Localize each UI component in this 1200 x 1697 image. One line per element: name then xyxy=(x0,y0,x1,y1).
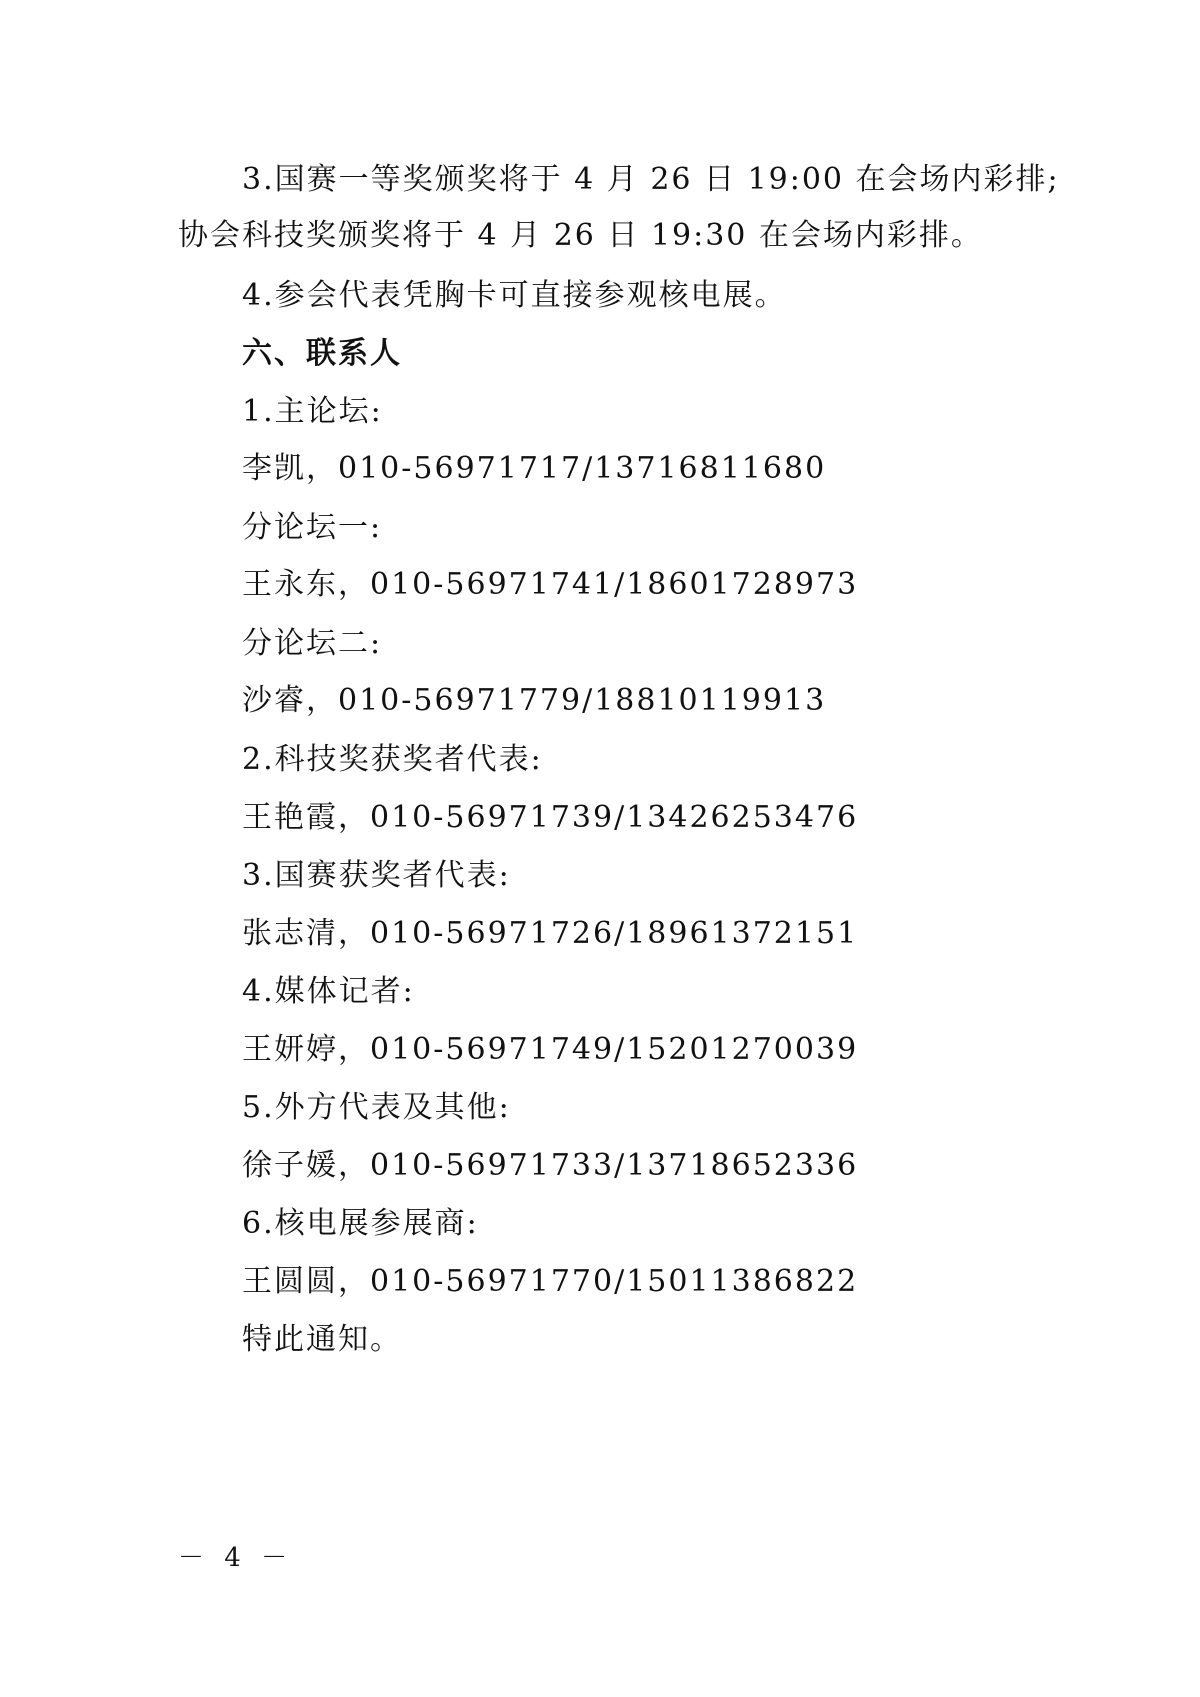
contact-detail: 徐子媛，010-56971733/13718652336 xyxy=(242,1148,859,1183)
contact-label: 分论坛一: xyxy=(242,510,383,545)
contact-detail: 王圆圆，010-56971770/15011386822 xyxy=(242,1264,859,1299)
contact-detail: 张志清，010-56971726/18961372151 xyxy=(242,916,859,951)
contact-detail: 李凯，010-56971717/13716811680 xyxy=(242,451,827,486)
contact-detail: 沙睿，010-56971779/18810119913 xyxy=(242,683,827,718)
paragraph-rehearsal-line-2: 协会科技奖颁奖将于 4 月 26 日 19:30 在会场内彩排。 xyxy=(178,218,983,253)
contact-label: 4.媒体记者: xyxy=(242,974,415,1009)
page-number: － 4 － xyxy=(178,1543,294,1573)
contact-detail: 王永东，010-56971741/18601728973 xyxy=(242,567,859,602)
contact-label: 5.外方代表及其他: xyxy=(242,1090,511,1125)
contact-label: 6.核电展参展商: xyxy=(242,1206,479,1241)
contact-label: 3.国赛获奖者代表: xyxy=(242,858,511,893)
contact-label: 1.主论坛: xyxy=(242,394,383,429)
contact-label: 2.科技奖获奖者代表: xyxy=(242,742,543,777)
contact-label: 分论坛二: xyxy=(242,626,383,661)
section-heading-contacts: 六、联系人 xyxy=(242,336,402,371)
paragraph-exhibition: 4.参会代表凭胸卡可直接参观核电展。 xyxy=(242,278,787,313)
paragraph-rehearsal-line-1: 3.国赛一等奖颁奖将于 4 月 26 日 19:00 在会场内彩排; xyxy=(242,162,1060,197)
contact-detail: 王妍婷，010-56971749/15201270039 xyxy=(242,1032,859,1067)
contact-detail: 王艳霞，010-56971739/13426253476 xyxy=(242,800,859,835)
closing-text: 特此通知。 xyxy=(242,1322,402,1357)
